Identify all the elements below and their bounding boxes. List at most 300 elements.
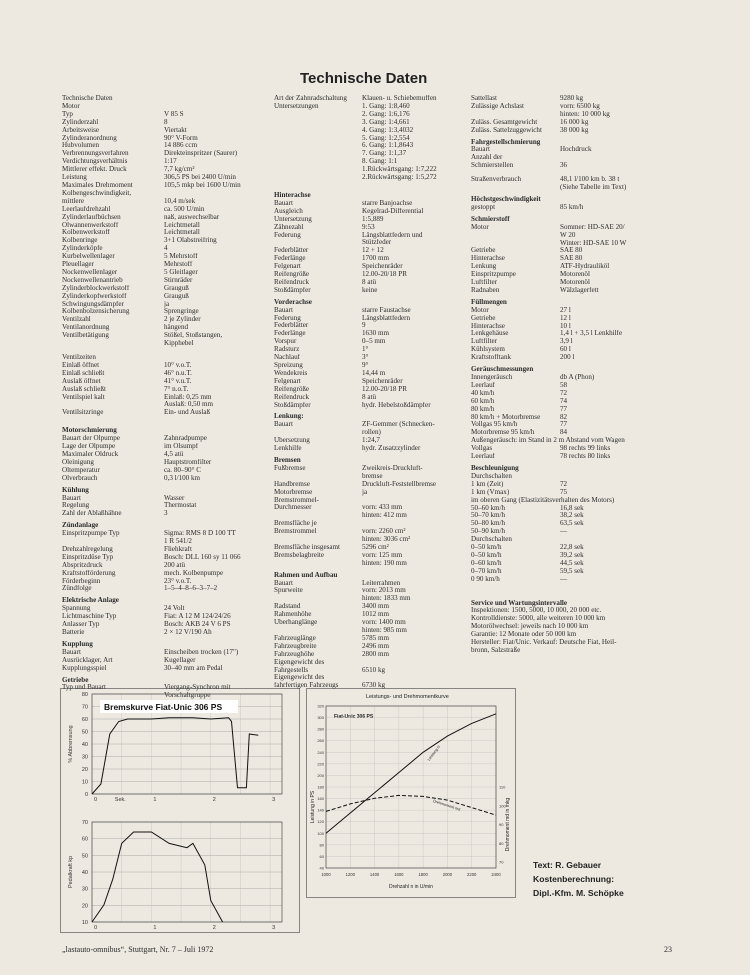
spec-key: Pleuellager bbox=[62, 261, 94, 269]
spec-value: 4,5 atü bbox=[164, 450, 184, 458]
spec-value: vorn: 2260 cm² bbox=[362, 528, 406, 536]
spec-row bbox=[62, 190, 270, 198]
spec-key: Bauart bbox=[274, 306, 293, 314]
spec-key: Bremsbelagbreite bbox=[274, 551, 325, 559]
spec-value: 3+1 Ölabstreifring bbox=[164, 237, 217, 245]
spec-key: Einlaß schließt bbox=[62, 369, 105, 377]
spec-key: Felgenart bbox=[274, 377, 301, 385]
y-tick-label: 200 bbox=[317, 772, 324, 778]
spec-row bbox=[471, 552, 686, 560]
section-heading: Lenkung: bbox=[274, 412, 304, 421]
spec-row bbox=[274, 239, 474, 247]
spec-key: Eigengewicht des bbox=[274, 674, 325, 682]
y-tick-label: 50 bbox=[81, 729, 88, 736]
spec-key bbox=[274, 239, 362, 247]
spec-key: Radstand bbox=[274, 603, 301, 611]
y-tick-label: 140 bbox=[317, 807, 324, 813]
spec-row bbox=[62, 182, 270, 190]
spec-value: Kipphebel bbox=[164, 340, 194, 348]
spec-value: ca. 500 U/min bbox=[164, 205, 205, 213]
spec-key: Leistung bbox=[62, 174, 87, 182]
spec-row bbox=[62, 293, 270, 301]
spec-key: Zündfolge bbox=[62, 585, 92, 593]
spec-key: Kupplungsspiel bbox=[62, 664, 107, 672]
spec-value: 200 atü bbox=[164, 561, 186, 569]
spec-key: Sattellast bbox=[471, 95, 498, 102]
spec-value: SAE 80 bbox=[560, 255, 583, 263]
spec-row bbox=[62, 605, 270, 613]
y-tick-label: 60 bbox=[81, 717, 88, 723]
spec-key bbox=[471, 184, 560, 192]
spec-key: 0–60 km/h bbox=[471, 559, 502, 567]
spec-key: Bremstrommel bbox=[274, 528, 317, 536]
spec-key: Motor bbox=[62, 102, 80, 110]
brake-curve-line bbox=[92, 718, 258, 794]
spec-row bbox=[471, 103, 686, 111]
spec-value: Einlaß: 0,25 mm bbox=[164, 393, 212, 401]
spec-row bbox=[471, 536, 686, 544]
spec-key: Abspritzdruck bbox=[62, 561, 103, 569]
spec-value: Sprengringe bbox=[164, 308, 199, 316]
spec-key: Ventilspiel kalt bbox=[62, 393, 105, 401]
spec-key: Oleinigung bbox=[62, 458, 94, 466]
spec-key bbox=[274, 150, 362, 158]
spec-value: 90° V-Form bbox=[164, 134, 198, 142]
spec-row bbox=[471, 354, 686, 362]
y-tick-label: 160 bbox=[317, 796, 324, 802]
spec-row bbox=[62, 562, 270, 570]
spec-value: 77 bbox=[560, 421, 568, 429]
spec-row bbox=[274, 611, 474, 619]
spec-row bbox=[62, 546, 270, 554]
spec-value: rollen) bbox=[362, 429, 381, 437]
series-label: Leistung N bbox=[426, 744, 442, 762]
spec-key: 50–60 km/h bbox=[471, 504, 506, 512]
spec-key: Nachlauf bbox=[274, 354, 300, 362]
spec-row bbox=[274, 166, 474, 174]
spec-row bbox=[471, 398, 686, 406]
spec-value: 7° n.o.T. bbox=[164, 385, 189, 393]
spec-row bbox=[274, 338, 474, 346]
spec-key: 40 km/h bbox=[471, 389, 495, 397]
spec-row bbox=[62, 394, 270, 402]
y-tick-label: 30 bbox=[81, 886, 88, 893]
spec-row bbox=[274, 119, 474, 127]
spec-value bbox=[362, 659, 474, 667]
spec-row bbox=[62, 214, 270, 222]
spec-row bbox=[62, 245, 270, 253]
page-number: 23 bbox=[664, 945, 672, 954]
x-tick-label: 1200 bbox=[345, 872, 355, 877]
spec-value: 10° v.o.T. bbox=[164, 361, 192, 369]
y-tick-label: 60 bbox=[319, 853, 324, 859]
spec-key: Felgenart bbox=[274, 263, 301, 271]
spec-key: Maximaler Oldruck bbox=[62, 450, 119, 458]
spec-key: 0–50 km/h bbox=[471, 551, 502, 559]
spec-key: 50–90 km/h bbox=[471, 528, 506, 536]
spec-key bbox=[274, 174, 362, 182]
spec-row bbox=[471, 263, 686, 271]
spec-key bbox=[62, 401, 164, 409]
spec-value: hinten: 985 mm bbox=[362, 627, 407, 634]
spec-value: 22,8 sek bbox=[560, 544, 584, 552]
spec-key: Ventilzeiten bbox=[62, 354, 96, 361]
spec-value: 200 l bbox=[560, 354, 575, 362]
y-tick-label: 100 bbox=[317, 830, 324, 836]
spec-key: Motorbremse bbox=[274, 488, 313, 496]
spec-row bbox=[62, 401, 270, 409]
power-curve-line bbox=[326, 714, 496, 834]
spec-row bbox=[274, 552, 474, 560]
spec-value: Viergang-Synchron mit bbox=[164, 684, 231, 692]
spec-value: starre Banjoachse bbox=[362, 199, 413, 207]
spec-row bbox=[471, 279, 686, 287]
spec-row bbox=[62, 578, 270, 586]
spec-value: Bosch: DLL 160 sy 11 066 bbox=[164, 553, 241, 561]
spec-key: Stoßdämpfer bbox=[274, 401, 311, 409]
spec-row bbox=[62, 538, 270, 546]
spec-key bbox=[471, 232, 560, 240]
spec-row bbox=[274, 481, 474, 489]
section-heading: Zündanlage bbox=[62, 521, 99, 530]
spec-key bbox=[471, 111, 560, 119]
spec-value: vorn: 1400 mm bbox=[362, 619, 406, 627]
spec-row bbox=[62, 495, 270, 503]
spec-row bbox=[274, 158, 474, 166]
spec-key: Fahrzeughöhe bbox=[274, 650, 315, 658]
spec-row bbox=[471, 162, 686, 170]
spec-value: Hauptstromfilter bbox=[164, 458, 212, 466]
y-axis-label-right: Drehmoment md in mkg bbox=[505, 797, 511, 852]
spec-value: 4 bbox=[164, 245, 168, 253]
spec-row bbox=[62, 142, 270, 150]
spec-key: Durchschalten bbox=[471, 472, 512, 480]
x-tick-label: 1400 bbox=[369, 872, 380, 877]
spec-row bbox=[62, 222, 270, 230]
spec-value: 12 l bbox=[560, 314, 571, 322]
spec-value: mech. Kolbenpumpe bbox=[164, 569, 224, 577]
spec-value: Längsblattfedern bbox=[362, 314, 411, 322]
spec-row bbox=[62, 370, 270, 378]
spec-key: Bauart bbox=[274, 199, 293, 207]
x-tick-label: 2200 bbox=[467, 872, 477, 877]
spec-key: Radnaben bbox=[471, 286, 500, 294]
section-heading: Service und Wartungsintervalle bbox=[471, 598, 568, 607]
spec-key bbox=[62, 538, 164, 546]
spec-key: Typ und Bauart bbox=[62, 684, 107, 692]
spec-row bbox=[62, 665, 270, 673]
right-tick-label: 90 bbox=[499, 822, 504, 827]
spec-row bbox=[471, 520, 686, 528]
spacer bbox=[471, 590, 686, 596]
spec-note: im oberen Gang (Elastizitätsverhalten des Motors) bbox=[471, 495, 615, 504]
spec-key: 0 90 km/h bbox=[471, 575, 500, 583]
spec-key: Innengeräusch bbox=[471, 374, 513, 381]
x-tick-label: 2400 bbox=[491, 872, 501, 877]
spec-value: Grauguß bbox=[164, 292, 189, 300]
spec-key: Getriebe bbox=[471, 314, 496, 322]
spec-value: 9:53 bbox=[362, 223, 375, 231]
right-tick-label: 70 bbox=[499, 859, 504, 865]
x-tick-label: 2 bbox=[212, 925, 216, 931]
spec-key: Drehzahlregelung bbox=[62, 545, 113, 553]
spec-value bbox=[164, 103, 270, 111]
spec-value: db A (Phon) bbox=[560, 374, 595, 381]
spec-key: Maximales Drehmoment bbox=[62, 181, 133, 189]
spec-key: Einspritzpumpe Typ bbox=[62, 530, 120, 538]
spec-value: Thermostat bbox=[164, 502, 197, 510]
x-tick-label: 2 bbox=[212, 797, 216, 803]
spec-value: Zahnradpumpe bbox=[164, 435, 207, 443]
spec-row bbox=[471, 576, 686, 584]
spec-row bbox=[274, 619, 474, 627]
spec-value: Motorenöl bbox=[560, 279, 590, 287]
spec-value: 12.00-20/18 PR bbox=[362, 271, 407, 279]
spec-value: hinten: 10 000 kg bbox=[560, 110, 610, 118]
spec-value: Fliehkraft bbox=[164, 545, 192, 553]
spec-row bbox=[274, 354, 474, 362]
spec-key: Kolbenwerkstoff bbox=[62, 229, 110, 237]
spec-row bbox=[62, 530, 270, 538]
spec-row bbox=[471, 119, 686, 127]
spec-row bbox=[62, 443, 270, 451]
spec-row bbox=[62, 621, 270, 629]
y-tick-label: 260 bbox=[317, 738, 324, 744]
spec-row bbox=[274, 394, 474, 402]
spec-value: 84 bbox=[560, 429, 568, 437]
spec-row bbox=[62, 649, 270, 657]
spec-row bbox=[274, 232, 474, 240]
spec-key bbox=[274, 119, 362, 127]
specs-column-1 bbox=[62, 95, 270, 700]
spec-row bbox=[471, 560, 686, 568]
spec-key bbox=[62, 340, 164, 348]
spec-row bbox=[471, 111, 686, 119]
spec-value: 1700 mm bbox=[362, 255, 389, 263]
spec-key: Olwannenwerkstoff bbox=[62, 221, 119, 229]
spec-row bbox=[274, 659, 474, 667]
spec-value: Leichtmetall bbox=[164, 221, 200, 229]
power-torque-chart bbox=[306, 688, 516, 898]
spec-key: Bauart bbox=[62, 648, 81, 656]
section-heading: Getriebe bbox=[62, 675, 89, 684]
y-tick-label: 60 bbox=[81, 836, 88, 843]
spec-key: Reifengröße bbox=[274, 385, 310, 393]
spec-key: Kurbelwellenlager bbox=[62, 253, 115, 261]
spec-row bbox=[274, 135, 474, 143]
spec-key: Untersetzung bbox=[274, 215, 312, 223]
spec-row bbox=[274, 587, 474, 595]
spec-value: ATF-Hydrauliköl bbox=[560, 263, 610, 271]
spec-note: Garantie: 12 Monate oder 50 000 km bbox=[471, 630, 577, 639]
spec-key: Leerlaufdrehzahl bbox=[62, 205, 111, 213]
spec-row bbox=[471, 346, 686, 354]
spec-row bbox=[274, 224, 474, 232]
spec-row bbox=[274, 674, 474, 682]
spec-key bbox=[471, 240, 560, 248]
spec-key bbox=[274, 429, 362, 437]
spec-value: 2496 mm bbox=[362, 642, 389, 650]
spec-row bbox=[62, 308, 270, 316]
spec-row bbox=[274, 322, 474, 330]
y-tick-label: 300 bbox=[317, 715, 324, 721]
spec-key: Bauart bbox=[274, 421, 293, 429]
y-axis-label: Pedalkraft kp bbox=[68, 855, 74, 889]
spec-row bbox=[62, 229, 270, 237]
spec-key bbox=[274, 127, 362, 135]
section-heading: Füllmengen bbox=[471, 297, 507, 306]
spec-key: Federung bbox=[274, 314, 301, 322]
y-axis-label: % Abbremsung bbox=[68, 725, 74, 763]
spec-key bbox=[274, 536, 362, 544]
spacer bbox=[62, 417, 270, 423]
spec-value: 10,4 m/sek bbox=[164, 197, 196, 205]
spec-key: Eigengewicht des bbox=[274, 658, 325, 666]
spec-key: Kraftstofftank bbox=[471, 354, 512, 362]
spec-row bbox=[62, 502, 270, 510]
spec-row bbox=[274, 103, 474, 111]
spec-value: 16 000 kg bbox=[560, 118, 589, 126]
spec-row bbox=[471, 390, 686, 398]
y-axis-label-left: Leistung in PS bbox=[310, 790, 316, 824]
spec-value: 5785 mm bbox=[362, 634, 389, 642]
spec-key: Nockenwellenlager bbox=[62, 268, 118, 276]
spec-value: 1 R 541/2 bbox=[164, 538, 192, 546]
section-heading: Bremsen bbox=[274, 455, 301, 464]
spec-key: Luftfilter bbox=[471, 279, 497, 287]
spec-value: keine bbox=[362, 286, 378, 294]
spec-row bbox=[62, 585, 270, 593]
x-tick-label: 1 bbox=[153, 925, 157, 931]
spec-key: 80 km/h bbox=[471, 405, 495, 413]
y-tick-label: 50 bbox=[81, 853, 88, 860]
spec-value: 1.Rückwärtsgang: 1:7,222 bbox=[362, 166, 437, 174]
spec-value: ZF-Gemmer (Schnecken- bbox=[362, 421, 435, 429]
spec-value: 72 bbox=[560, 480, 568, 488]
spec-value bbox=[560, 536, 686, 544]
specs-column-2 bbox=[274, 95, 474, 690]
spec-value: Sommer: HD-SAE 20/ bbox=[560, 223, 625, 231]
spec-row bbox=[62, 459, 270, 467]
spec-key: Förderbeginn bbox=[62, 577, 101, 585]
spec-value: 8. Gang: 1:1 bbox=[362, 158, 398, 166]
spec-value: — bbox=[560, 575, 568, 583]
spec-value: ja bbox=[362, 488, 368, 496]
spec-value: Sigma: RMS 8 D 100 TT bbox=[164, 530, 236, 538]
spec-value: SAE 80 bbox=[560, 247, 583, 255]
spec-key: Bauart bbox=[274, 579, 293, 587]
spec-key: Reifendruck bbox=[274, 278, 310, 286]
spec-value: Grauguß bbox=[164, 284, 189, 292]
spec-value: 1. Gang: 1:8,460 bbox=[362, 102, 410, 110]
x-tick-label: 3 bbox=[272, 797, 276, 803]
spec-value: 1° bbox=[362, 346, 369, 354]
spec-key: Bauart bbox=[471, 146, 490, 154]
spec-key: Fahrzeuglänge bbox=[274, 634, 316, 642]
spec-row bbox=[274, 560, 474, 568]
spec-key: Spreizung bbox=[274, 362, 303, 369]
spec-key: Hinterachse bbox=[471, 322, 505, 330]
section-heading: Fahrgestellschmierung bbox=[471, 137, 541, 146]
section-heading: Motorschmierung bbox=[62, 426, 117, 435]
spec-key: Arbeitsweise bbox=[62, 126, 100, 134]
spec-value bbox=[164, 95, 270, 103]
spec-value: 8 atü bbox=[362, 393, 376, 401]
spec-key: Batterie bbox=[62, 629, 85, 636]
spec-value: 2 × 12 V/190 Ah bbox=[164, 629, 212, 636]
spec-row bbox=[274, 127, 474, 135]
spec-row bbox=[274, 497, 474, 505]
spec-value: 38 000 kg bbox=[560, 126, 589, 134]
spec-value: 36 bbox=[560, 162, 568, 170]
spec-value: 6730 kg bbox=[362, 682, 386, 690]
spec-value: 0–5 mm bbox=[362, 338, 386, 346]
spec-value: Wasser bbox=[164, 494, 185, 502]
spec-value: hinten: 190 mm bbox=[362, 559, 407, 567]
spec-value: 4. Gang: 1:3,4032 bbox=[362, 126, 414, 134]
spec-row bbox=[274, 580, 474, 588]
spec-key: Hinterachse bbox=[471, 255, 505, 263]
spec-row bbox=[274, 330, 474, 338]
spec-row bbox=[274, 271, 474, 279]
spec-key bbox=[274, 135, 362, 143]
spec-row bbox=[62, 103, 270, 111]
spec-key: Ausrücklager, Art bbox=[62, 656, 113, 664]
spec-row bbox=[274, 279, 474, 287]
spec-row bbox=[62, 386, 270, 394]
spec-value: ca. 80–90° C bbox=[164, 466, 201, 474]
spec-row bbox=[274, 536, 474, 544]
spec-value: 3. Gang: 1:4,661 bbox=[362, 118, 410, 126]
right-tick-label: 110 bbox=[499, 784, 506, 790]
spec-value: 41° v.u.T. bbox=[164, 377, 192, 385]
spec-row bbox=[274, 520, 474, 528]
spec-value: Speichenräder bbox=[362, 377, 403, 385]
spec-key: Hubvolumen bbox=[62, 142, 100, 150]
spec-row bbox=[62, 269, 270, 277]
spec-key: Federung bbox=[274, 231, 301, 239]
spec-row bbox=[62, 340, 270, 348]
spec-key bbox=[274, 158, 362, 166]
spec-row bbox=[274, 370, 474, 378]
right-tick-label: 80 bbox=[499, 840, 504, 846]
spec-value bbox=[164, 190, 270, 198]
spec-row bbox=[62, 301, 270, 309]
spec-row bbox=[62, 570, 270, 578]
spec-key: Kolbengeschwindigkeit, bbox=[62, 189, 132, 197]
spec-key: Lenkhilfe bbox=[274, 445, 302, 453]
spec-row bbox=[62, 332, 270, 340]
spec-value: 58 bbox=[560, 381, 568, 389]
spec-row bbox=[274, 512, 474, 520]
spec-row bbox=[471, 481, 686, 489]
spec-value: ja bbox=[164, 300, 170, 308]
y-tick-label: 20 bbox=[81, 767, 88, 773]
spec-row bbox=[274, 504, 474, 512]
spec-row bbox=[471, 568, 686, 576]
spec-key: Auslaß schließt bbox=[62, 385, 106, 393]
section-heading: Elektrische Anlage bbox=[62, 596, 119, 605]
spec-row bbox=[274, 465, 474, 473]
spec-value: 98 rechts 99 links bbox=[560, 445, 611, 453]
spec-key: Zuläss. Gesamtgewicht bbox=[471, 118, 538, 126]
spec-key: Zylinderköpfe bbox=[62, 245, 103, 253]
spec-row bbox=[274, 595, 474, 603]
spec-row bbox=[62, 285, 270, 293]
spec-value bbox=[362, 497, 474, 505]
spec-value: im Olsumpf bbox=[164, 443, 199, 451]
x-tick-label: 1 bbox=[153, 797, 157, 803]
